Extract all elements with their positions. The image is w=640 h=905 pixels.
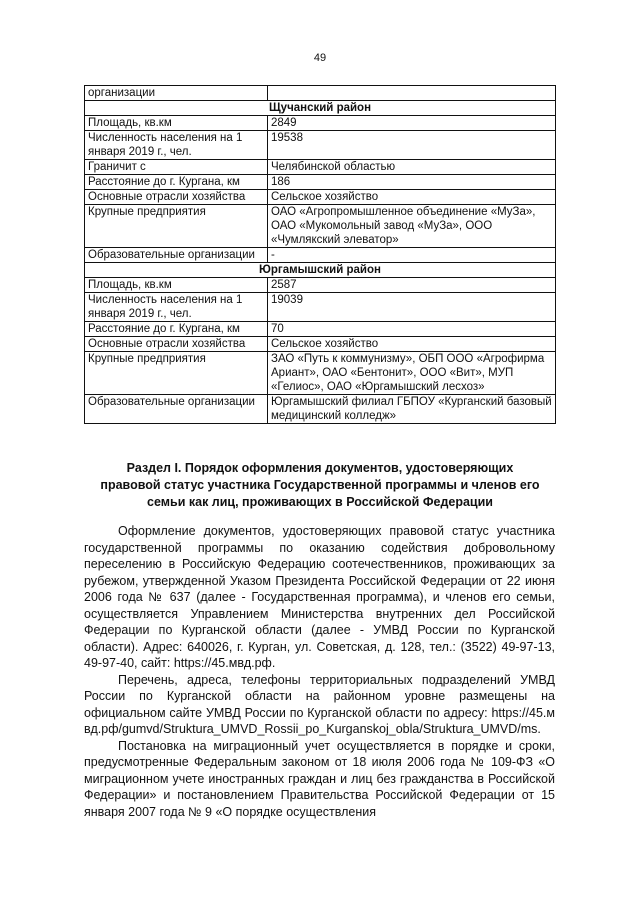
row-value: ЗАО «Путь к коммунизму», ОБП ООО «Агрофирма Ариант», ОАО «Бентонит», ООО «Вит», МУП «Гелиос», ОАО «Юргамышский лесхоз» (268, 352, 556, 395)
table-row (85, 352, 556, 395)
row-label: Расстояние до г. Кургана, км (85, 322, 268, 337)
row-value: 19538 (268, 131, 556, 160)
table-row (85, 248, 556, 263)
row-label: Граничит с (85, 160, 268, 175)
district-name: Щучанский район (85, 101, 556, 116)
row-value: 2849 (268, 116, 556, 131)
row-label: Основные отрасли хозяйства (85, 337, 268, 352)
row-label: Основные отрасли хозяйства (85, 190, 268, 205)
row-label: Численность населения на 1 января 2019 г., чел. (85, 293, 268, 322)
row-label: Образовательные организации (85, 248, 268, 263)
row-label: Крупные предприятия (85, 205, 268, 248)
row-value: 186 (268, 175, 556, 190)
table-row (85, 278, 556, 293)
table-row (85, 160, 556, 175)
table-row (85, 293, 556, 322)
table-row (85, 86, 556, 101)
paragraph: Постановка на миграционный учет осуществляется в порядке и сроки, предусмотренные Федеральным законом от 18 июля 2006 года № 109-ФЗ «О миграционном учете иностранных граждан и лиц без гражданства в Российской Федерации» и постановлением Правительства Российской Федерации от 15 января 2007 года № 9 «О порядке осуществления (84, 738, 555, 819)
table-row (85, 131, 556, 160)
row-value: 19039 (268, 293, 556, 322)
row-value: 70 (268, 322, 556, 337)
table-row (85, 116, 556, 131)
row-label: организации (85, 86, 268, 101)
district-name: Юргамышский район (85, 263, 556, 278)
site-link[interactable]: https://45.мвд.рф/gumvd/Struktura_UMVD_Rossii_po_Kurganskoj_obla/Struktura_UMVD/ms. (84, 705, 555, 736)
row-value: - (268, 248, 556, 263)
paragraph: Оформление документов, удостоверяющих правовой статус участника государственной программы по оказанию содействия добровольному переселению в Российскую Федерацию соотечественников, проживающих за рубежом, утвержденной Указом Президента Российской Федерации от 22 июня 2006 года № 637 (далее - Государственная программа), и членов его семьи, осуществляется Управлением Министерства внутренних дел Российской Федерации по Курганской области (далее - УМВД России по Курганской области). Адрес: 640026, г. Курган, ул. Советская, д. 128, тел.: (3522) 49-97-13, 49-97-40, сайт: https://45.мвд.рф. (84, 524, 555, 670)
row-label: Образовательные организации (85, 395, 268, 424)
table-row (85, 337, 556, 352)
row-label: Площадь, кв.км (85, 116, 268, 131)
row-value: Сельское хозяйство (268, 337, 556, 352)
row-value: 2587 (268, 278, 556, 293)
table-row (85, 175, 556, 190)
table-row (85, 190, 556, 205)
table-row (85, 322, 556, 337)
page-number: 49 (313, 52, 327, 64)
section-body (84, 523, 555, 820)
row-value: Челябинской областью (268, 160, 556, 175)
row-label: Площадь, кв.км (85, 278, 268, 293)
district-header-row (85, 101, 556, 116)
district-header-row (85, 263, 556, 278)
table-row (85, 205, 556, 248)
row-value: Сельское хозяйство (268, 190, 556, 205)
row-value (268, 86, 556, 101)
row-label: Численность населения на 1 января 2019 г., чел. (85, 131, 268, 160)
row-label: Расстояние до г. Кургана, км (85, 175, 268, 190)
table-row (85, 395, 556, 424)
paragraph (84, 672, 555, 738)
row-value: Юргамышский филиал ГБПОУ «Курганский базовый медицинский колледж» (268, 395, 556, 424)
section-title: Раздел I. Порядок оформления документов, удостоверяющих правовой статус участника Государственной программы и членов его семьи как лиц, проживающих в Российской Федерации (100, 461, 540, 509)
row-label: Крупные предприятия (85, 352, 268, 395)
row-value: ОАО «Агропромышленное объединение «МуЗа», ОАО «Мукомольный завод «МуЗа», ООО «Чумлякский элеватор» (268, 205, 556, 248)
district-info-table (84, 85, 556, 424)
paragraph-text: Перечень, адреса, телефоны территориальных подразделений УМВД России по Курганской области на районном уровне размещены на официальном сайте УМВД России по Курганской области по адресу: (84, 672, 555, 720)
